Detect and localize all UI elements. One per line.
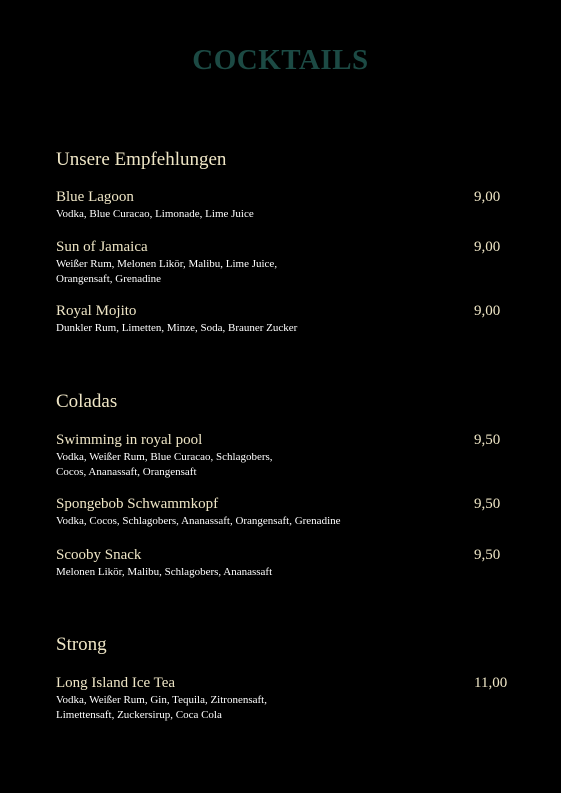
section-coladas — [56, 391, 516, 578]
item-name: Scooby Snack — [56, 547, 142, 563]
item-name: Blue Lagoon — [56, 189, 134, 205]
item-price: 9,50 — [474, 547, 501, 563]
item-description-line2: Limettensaft, Zuckersirup, Coca Cola — [56, 709, 222, 721]
item-price: 9,00 — [474, 239, 501, 255]
item-description: Vodka, Weißer Rum, Blue Curacao, Schlagobers, — [56, 451, 273, 463]
item-description: Vodka, Weißer Rum, Gin, Tequila, Zitronensaft, — [56, 694, 267, 706]
item-name: Sun of Jamaica — [56, 239, 148, 255]
menu-item — [56, 547, 516, 579]
section-title: Coladas — [56, 391, 118, 412]
item-description-line2: Cocos, Ananassaft, Orangensaft — [56, 466, 197, 478]
item-price: 9,00 — [474, 303, 501, 319]
item-description: Melonen Likör, Malibu, Schlagobers, Ananassaft — [56, 566, 273, 578]
item-description: Vodka, Blue Curacao, Limonade, Lime Juice — [56, 208, 254, 220]
item-description: Weißer Rum, Melonen Likör, Malibu, Lime Juice, — [56, 258, 278, 270]
section-title: Unsere Empfehlungen — [56, 149, 227, 170]
section-strong — [56, 634, 516, 721]
item-name: Swimming in royal pool — [56, 432, 203, 448]
item-description: Vodka, Cocos, Schlagobers, Ananassaft, Orangensaft, Grenadine — [56, 515, 341, 527]
item-price: 9,50 — [474, 496, 501, 512]
menu-item — [56, 496, 516, 528]
menu-item — [56, 432, 516, 479]
item-description: Dunkler Rum, Limetten, Minze, Soda, Brauner Zucker — [56, 322, 298, 334]
menu-title: COCKTAILS — [192, 44, 369, 76]
item-price: 11,00 — [474, 675, 508, 691]
item-name: Long Island Ice Tea — [56, 675, 176, 691]
item-name: Spongebob Schwammkopf — [56, 496, 219, 512]
section-recommendations — [56, 149, 516, 334]
menu-item — [56, 303, 516, 335]
menu-item — [56, 239, 516, 286]
item-price: 9,00 — [474, 189, 501, 205]
menu-item — [56, 189, 516, 221]
section-title: Strong — [56, 634, 107, 655]
item-price: 9,50 — [474, 432, 501, 448]
item-name: Royal Mojito — [56, 303, 137, 319]
item-description-line2: Orangensaft, Grenadine — [56, 273, 162, 285]
menu-item — [56, 675, 516, 722]
